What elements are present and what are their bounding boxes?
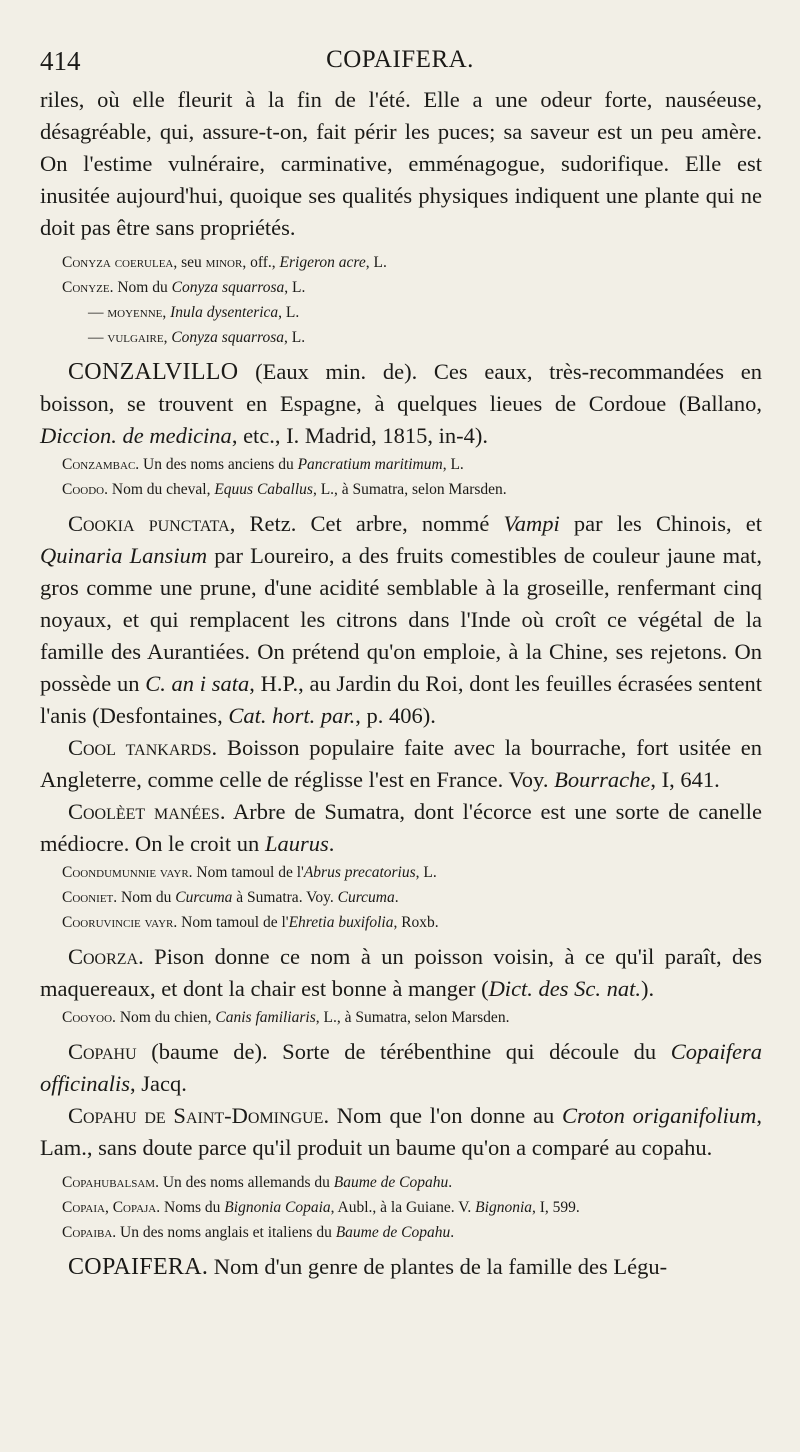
scientific-name: Equus Caballus bbox=[214, 481, 313, 498]
headword: moyenne bbox=[107, 304, 163, 321]
headword: Conzambac. bbox=[62, 456, 140, 473]
entry-cooleet-manees: Coolèet manées. Arbre de Sumatra, dont l'écorce est une sorte de canelle médiocre. On le croit un Laurus. bbox=[40, 799, 762, 856]
entry-copaiba: Copaiba. Un des noms anglais et italiens du Baume de Copahu. bbox=[62, 1224, 455, 1241]
scientific-name: Ehretia buxifolia bbox=[288, 914, 394, 931]
entry-cooniet: Cooniet. Nom du Curcuma à Sumatra. Voy. Curcuma. bbox=[62, 889, 399, 906]
headword: Copaiba. bbox=[62, 1224, 117, 1241]
entry-cooyoo: Cooyoo. Nom du chien, Canis familiaris, L., à Sumatra, selon Marsden. bbox=[62, 1009, 510, 1026]
entry-cookia-punctata: Cookia punctata, Retz. Cet arbre, nommé Vampi par les Chinois, et Quinaria Lansium par Loureiro, a des fruits comestibles de couleur jaune mat, gros comme une prune, d'une acidité semblable à la groseille, renfermant cinq noyaux, et qui remplacent les citrons dans l'Inde où croît ce végétal de la famille des Aurantiées. On prétend qu'on emploie, à la Chine, ses rejetons. On possède un C. an i sata, H.P., au Jardin du Roi, dont les feuilles écrasées sentent l'anis (Desfontaines, Cat. hort. par., p. 406). bbox=[40, 511, 762, 728]
work-title: Dict. des Sc. nat. bbox=[488, 976, 642, 1001]
entry-cool-tankards: Cool tankards. Boisson populaire faite avec la bourrache, fort usitée en Angleterre, comme celle de réglisse l'est en France. Voy. Bourrache, I, 641. bbox=[40, 735, 762, 792]
scientific-name: Pancratium maritimum bbox=[297, 456, 443, 473]
headword: Coorza. bbox=[68, 944, 144, 969]
headword: Coodo. bbox=[62, 481, 108, 498]
entry-conzalvillo: CONZALVILLO (Eaux min. de). Ces eaux, très-recommandées en boisson, se trouvent en Espagne, à quelques lieues de Cordoue (Ballano, Diccion. de medicina, etc., I. Madrid, 1815, in-4). bbox=[40, 359, 762, 448]
scientific-name: Bignonia Copaia bbox=[224, 1199, 331, 1216]
scientific-name: Canis familiaris bbox=[215, 1009, 316, 1026]
entry-copahu-de-saint-domingue: Copahu de Saint-Domingue. Nom que l'on donne au Croton origanifolium, Lam., sans doute parce qu'il produit un baume qu'on a comparé au copahu. bbox=[40, 1103, 762, 1160]
cross-reference: Bourrache bbox=[554, 767, 651, 792]
entry-copahubalsam: Copahubalsam. Un des noms allemands du Baume de Copahu. bbox=[62, 1174, 453, 1191]
headword: Copahubalsam. bbox=[62, 1174, 159, 1191]
scientific-name: Quinaria Lansium bbox=[40, 543, 208, 568]
entry-cooruvincie-vayr: Cooruvincie vayr. Nom tamoul de l'Ehretia buxifolia, Roxb. bbox=[62, 914, 439, 931]
headword: Copahu bbox=[68, 1039, 137, 1064]
scientific-name: Laurus bbox=[264, 831, 329, 856]
entry-copahu: Copahu (baume de). Sorte de térébenthine qui découle du Copaifera officinalis, Jacq. bbox=[40, 1039, 762, 1096]
headword: Conyza coerulea bbox=[62, 254, 174, 271]
scientific-name: Inula dysenterica bbox=[170, 304, 279, 321]
dictionary-body bbox=[40, 84, 762, 1283]
page-number: 414 bbox=[40, 46, 81, 76]
headword: Cooyoo. bbox=[62, 1009, 116, 1026]
entry-coorza: Coorza. Pison donne ce nom à un poisson voisin, à ce qu'il paraît, des maquereaux, et dont la chair est bonne à manger (Dict. des Sc. nat.). bbox=[40, 944, 762, 1001]
running-title: COPAIFERA. bbox=[326, 46, 474, 73]
headword: Conyze. bbox=[62, 279, 114, 296]
entry-continuation: riles, où elle fleurit à la fin de l'été. Elle a une odeur forte, nauséeuse, désagréable, qui, assure-t-on, fait périr les puces; sa saveur est un peu amère. On l'estime vulnéraire, carminative, emménagogue, sudorifique. Elle est inusitée aujourd'hui, quoique ses qualités physiques indiquent une plante qui ne doit pas être sans propriétés. bbox=[40, 87, 762, 240]
headword: Coondumunnie vayr. bbox=[62, 864, 193, 881]
cross-reference: Baume de Copahu bbox=[335, 1224, 451, 1241]
scientific-name: Curcuma bbox=[175, 889, 233, 906]
headword: Cooruvincie vayr. bbox=[62, 914, 178, 931]
scientific-name: Conyza squarrosa bbox=[171, 329, 285, 346]
headword: COPAIFERA. bbox=[68, 1254, 209, 1280]
scientific-name: Erigeron acre bbox=[279, 254, 366, 271]
work-title: Cat. hort. par. bbox=[228, 703, 356, 728]
entry-conyze-moyenne: — moyenne, Inula dysenterica, L. bbox=[88, 304, 300, 321]
scientific-name: Abrus precatorius bbox=[303, 864, 416, 881]
scientific-name: Conyza squarrosa bbox=[171, 279, 285, 296]
headword: vulgaire bbox=[107, 329, 164, 346]
headword: Cooniet. bbox=[62, 889, 118, 906]
entry-conyza-coerulea: Conyza coerulea, seu minor, off., Erigeron acre, L. bbox=[62, 254, 387, 271]
entry-coondumunnie-vayr: Coondumunnie vayr. Nom tamoul de l'Abrus precatorius, L. bbox=[62, 864, 437, 881]
vernacular-name: Vampi bbox=[503, 511, 560, 536]
entry-conyze-vulgaire: — vulgaire, Conyza squarrosa, L. bbox=[88, 329, 306, 346]
headword-variant: minor bbox=[205, 254, 243, 271]
cross-reference: Bignonia bbox=[475, 1199, 533, 1216]
headword: Copahu de Saint-Domingue. bbox=[68, 1103, 330, 1128]
entry-conyze: Conyze. Nom du Conyza squarrosa, L. bbox=[62, 279, 306, 296]
scientific-name: Croton origanifolium bbox=[561, 1103, 757, 1128]
cross-reference: Baume de Copahu bbox=[333, 1174, 449, 1191]
headword: Copaia, Copaja. bbox=[62, 1199, 161, 1216]
entry-conzambac: Conzambac. Un des noms anciens du Pancratium maritimum, L. bbox=[62, 456, 464, 473]
entry-copaifera: COPAIFERA. Nom d'un genre de plantes de la famille des Légu- bbox=[68, 1254, 668, 1280]
work-title: Diccion. de medicina bbox=[40, 423, 232, 448]
page-header bbox=[40, 46, 760, 86]
cross-reference: Curcuma bbox=[337, 889, 395, 906]
headword: CONZALVILLO bbox=[68, 359, 239, 385]
headword: Coolèet manées. bbox=[68, 799, 226, 824]
headword: Cool tankards. bbox=[68, 735, 218, 760]
scientific-name: Copaifera officinalis bbox=[40, 1039, 762, 1096]
entry-coodo: Coodo. Nom du cheval, Equus Caballus, L., à Sumatra, selon Marsden. bbox=[62, 481, 507, 498]
headword: Cookia punctata bbox=[68, 511, 230, 536]
scientific-name: C. an i sata bbox=[145, 671, 250, 696]
entry-copaia: Copaia, Copaja. Noms du Bignonia Copaia, Aubl., à la Guiane. V. Bignonia, I, 599. bbox=[62, 1199, 580, 1216]
